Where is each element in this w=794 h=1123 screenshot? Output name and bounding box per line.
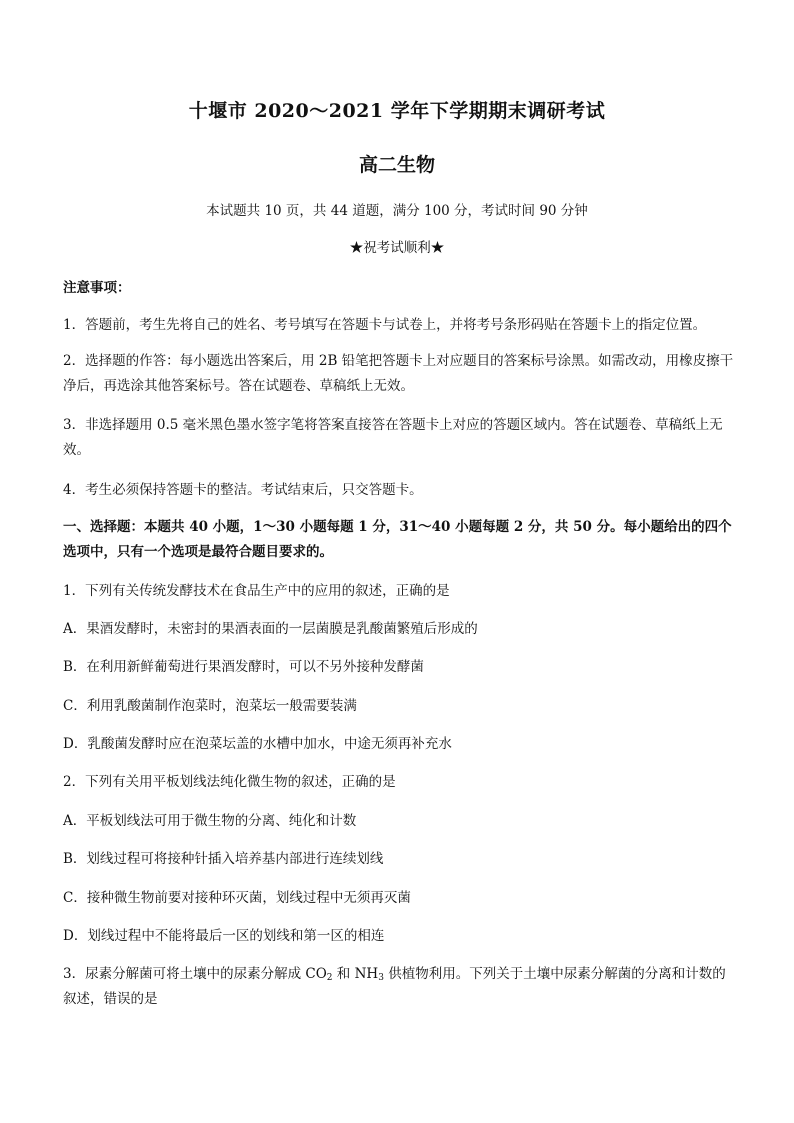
question-3-stem-part-b: 和 NH [332, 966, 379, 982]
question-2-option-d: D．划线过程中不能将最后一区的划线和第一区的相连 [63, 928, 385, 944]
question-3-stem [63, 962, 739, 1011]
question-2-option-c: C．接种微生物前要对接种环灭菌，划线过程中无须再灭菌 [63, 890, 411, 906]
question-3-stem-part-a: 3．尿素分解菌可将土壤中的尿素分解成 CO [63, 966, 327, 982]
note-item-2: 2．选择题的作答：每小题选出答案后，用 2B 铅笔把答题卡上对应题目的答案标号涂黑。如需改动，用橡皮擦干净后，再选涂其他答案标号。答在试题卷、草稿纸上无效。 [63, 353, 734, 394]
question-1-option-a: A．果酒发酵时，未密封的果酒表面的一层菌膜是乳酸菌繁殖后形成的 [63, 621, 478, 637]
question-1-stem: 1．下列有关传统发酵技术在食品生产中的应用的叙述，正确的是 [63, 583, 450, 599]
exam-wish: ★祝考试顺利★ [349, 240, 445, 256]
note-item-4: 4．考生必须保持答题卡的整洁。考试结束后，只交答题卡。 [63, 482, 423, 498]
note-item-3: 3．非选择题用 0.5 毫米黑色墨水签字笔将答案直接答在答题卡上对应的答题区域内。答在试题卷、草稿纸上无效。 [63, 417, 723, 458]
question-1-option-d: D．乳酸菌发酵时应在泡菜坛盖的水槽中加水，中途无须再补充水 [63, 736, 452, 752]
exam-title: 十堰市 2020～2021 学年下学期期末调研考试 [188, 100, 606, 122]
question-2-option-a: A．平板划线法可用于微生物的分离、纯化和计数 [63, 813, 357, 829]
question-2-stem: 2．下列有关用平板划线法纯化微生物的叙述，正确的是 [63, 774, 396, 790]
exam-subject: 高二生物 [358, 154, 435, 176]
note-item-1: 1．答题前，考生先将自己的姓名、考号填写在答题卡与试卷上，并将考号条形码贴在答题卡上的指定位置。 [63, 317, 707, 333]
question-3-subscript-1: 2 [326, 973, 333, 983]
question-3-subscript-2: 3 [378, 973, 384, 983]
notes-heading: 注意事项： [63, 280, 131, 296]
question-1-option-c: C．利用乳酸菌制作泡菜时，泡菜坛一般需要装满 [63, 698, 357, 714]
question-2-option-b: B．划线过程可将接种针插入培养基内部进行连续划线 [63, 851, 384, 867]
section-1-heading: 一、选择题：本题共 40 小题，1～30 小题每题 1 分，31～40 小题每题 2 分，共 50 分。每小题给出的四个选项中，只有一个选项是最符合题目要求的。 [63, 519, 732, 560]
exam-info: 本试题共 10 页，共 44 道题，满分 100 分，考试时间 90 分钟 [206, 203, 588, 219]
question-3-stem-part-c: 供植物利用。下列关于土壤中尿素分解菌的分离和计数的叙述，错误的是 [63, 966, 726, 1007]
question-1-option-b: B．在利用新鲜葡萄进行果酒发酵时，可以不另外接种发酵菌 [63, 659, 424, 675]
